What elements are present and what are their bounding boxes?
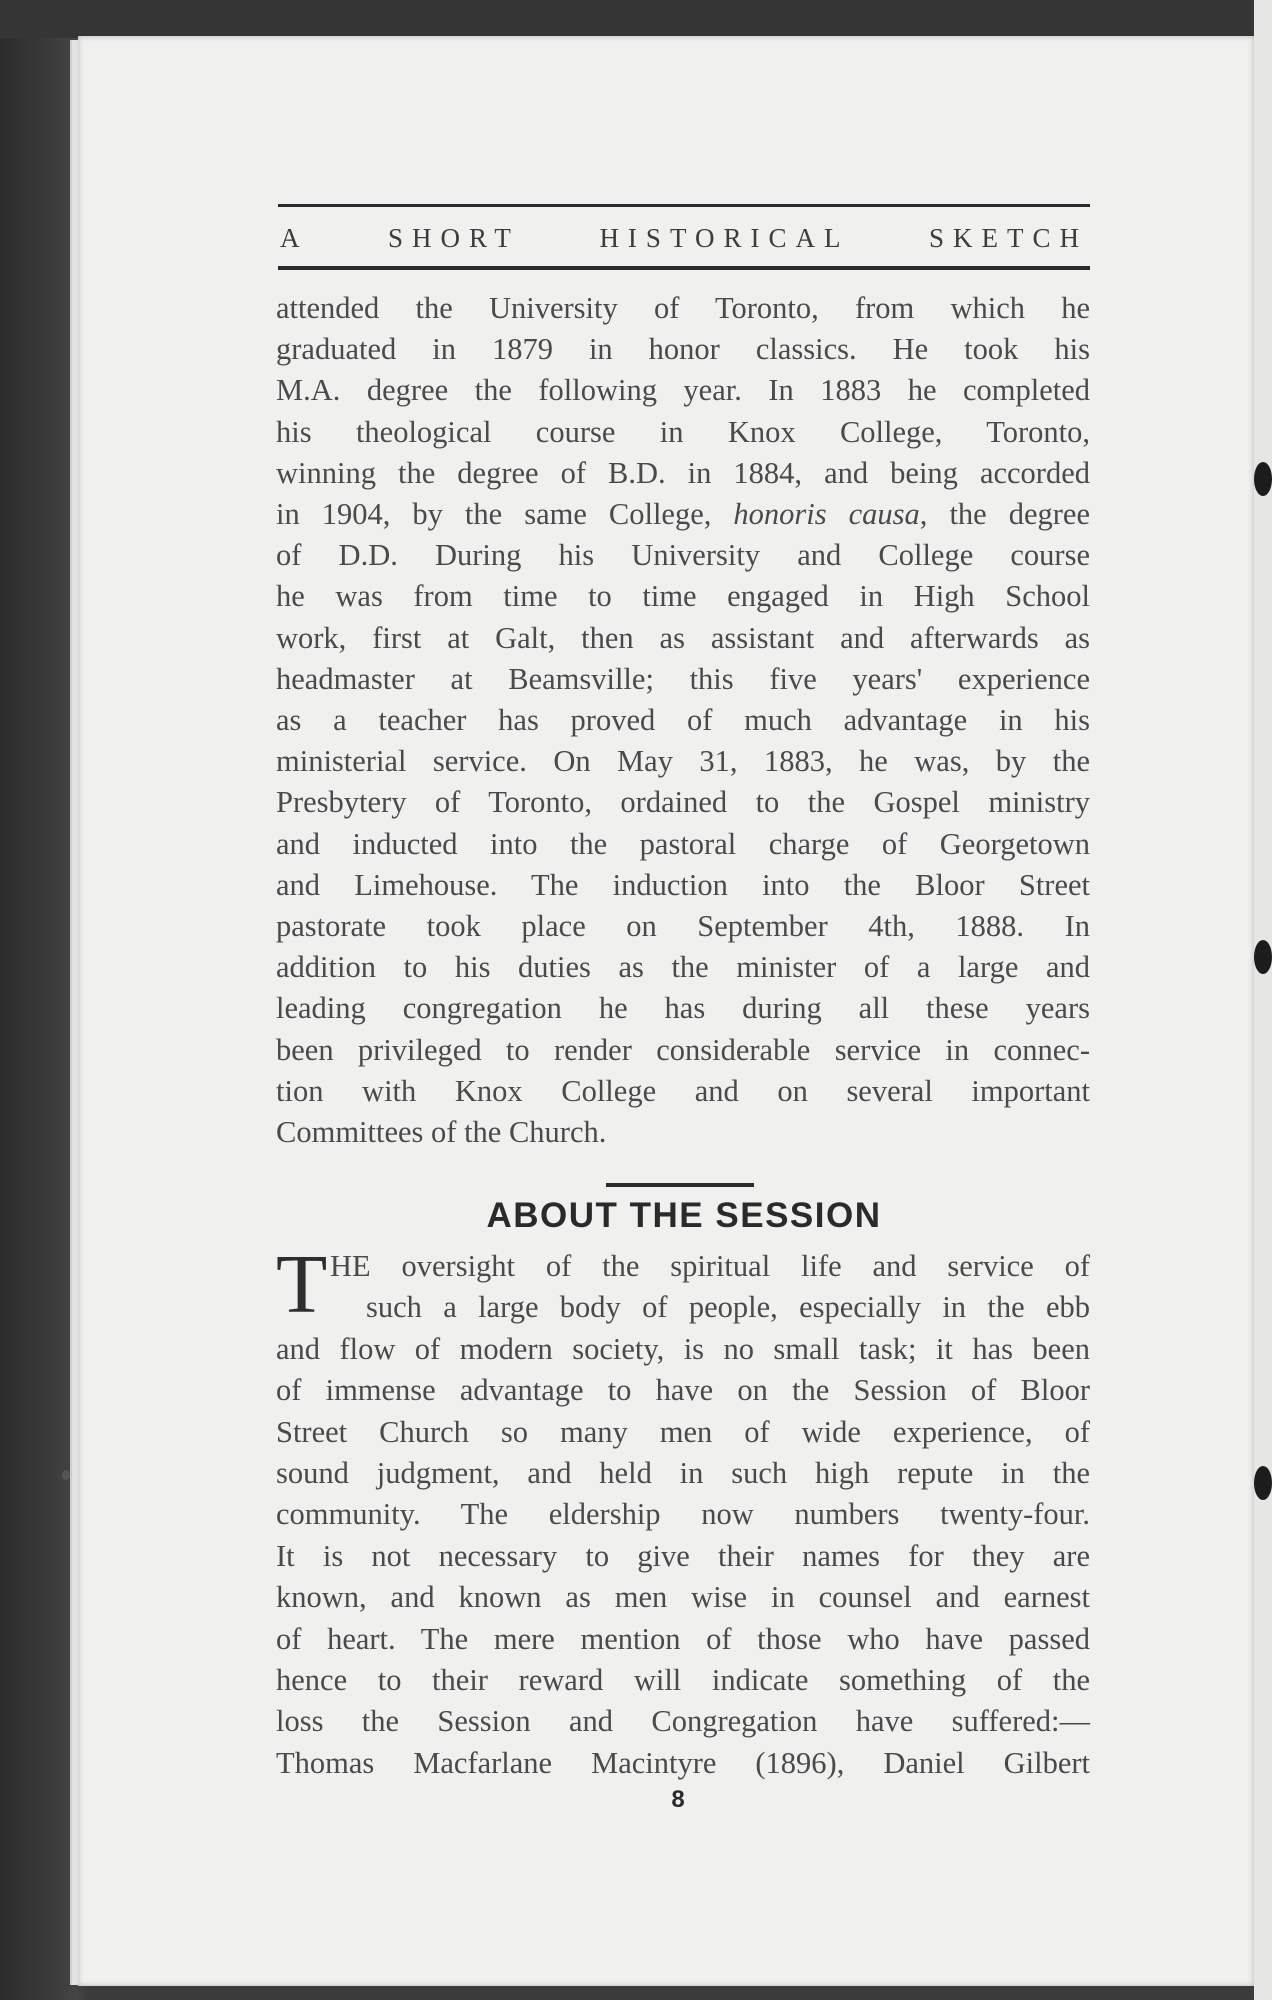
text-line: Committees of the Church. bbox=[276, 1115, 607, 1150]
text-line: Street Church so many men of wide experience, of bbox=[276, 1414, 1090, 1449]
text-line: attended the University of Toronto, from which he bbox=[276, 291, 1090, 325]
text-line bbox=[276, 494, 1090, 535]
text-line: work, first at Galt, then as assistant and afterwards as bbox=[276, 620, 1090, 655]
text-line: been privileged to render considerable service in connec- bbox=[276, 1032, 1090, 1067]
text-line: M.A. degree the following year. In 1883 he completed bbox=[276, 373, 1090, 408]
text-run: in 1904, by the same College, bbox=[276, 497, 712, 532]
text-line: and flow of modern society, is no small task; it has been bbox=[276, 1331, 1090, 1366]
text-line: graduated in 1879 in honor classics. He took his bbox=[276, 332, 1090, 367]
text-line: as a teacher has proved of much advantage in his bbox=[276, 703, 1090, 738]
text-line: community. The eldership now numbers twenty-four. bbox=[276, 1497, 1090, 1532]
binding-hole bbox=[1254, 940, 1272, 974]
text-line: of heart. The mere mention of those who have passed bbox=[276, 1621, 1090, 1656]
text-run: , the degree bbox=[919, 497, 1090, 532]
text-line: of D.D. During his University and College course bbox=[276, 538, 1090, 573]
text-line: such a large body of people, especially in the ebb bbox=[366, 1290, 1090, 1325]
drop-cap: T bbox=[276, 1238, 328, 1331]
text-line: tion with Knox College and on several important bbox=[276, 1073, 1090, 1108]
text-line: his theological course in Knox College, Toronto, bbox=[276, 414, 1090, 449]
running-head-word: HISTORICAL bbox=[599, 223, 850, 253]
scan-top-edge bbox=[0, 0, 1272, 38]
text-line: addition to his duties as the minister of a large and bbox=[276, 950, 1090, 985]
running-head-word: SHORT bbox=[388, 223, 520, 253]
text-line: It is not necessary to give their names for they are bbox=[276, 1538, 1090, 1573]
text-line: known, and known as men wise in counsel and earnest bbox=[276, 1580, 1090, 1615]
text-line: headmaster at Beamsville; this five years' experience bbox=[276, 661, 1090, 696]
text-line: leading congregation he has during all these years bbox=[276, 991, 1090, 1026]
running-head-word: A bbox=[280, 223, 309, 253]
binding-hole bbox=[1254, 1466, 1272, 1500]
text-line: he was from time to time engaged in High School bbox=[276, 579, 1090, 614]
text-line: winning the degree of B.D. in 1884, and being accorded bbox=[276, 455, 1090, 490]
text-line: pastorate took place on September 4th, 1888. In bbox=[276, 909, 1090, 944]
running-head-text bbox=[278, 207, 1090, 266]
section-divider bbox=[606, 1183, 754, 1187]
scan-speck bbox=[62, 1470, 70, 1480]
biography-paragraph bbox=[276, 288, 1090, 1153]
italic-phrase: honoris causa bbox=[733, 497, 920, 532]
text-line: of immense advantage to have on the Session of Bloor bbox=[276, 1373, 1090, 1408]
section-title: ABOUT THE SESSION bbox=[486, 1196, 882, 1235]
page-right-margin bbox=[1254, 0, 1272, 2000]
text-line: loss the Session and Congregation have suffered:— bbox=[276, 1704, 1090, 1739]
text-line: and Limehouse. The induction into the Bloor Street bbox=[276, 867, 1090, 902]
session-paragraph bbox=[276, 1238, 1090, 1784]
running-header bbox=[278, 204, 1090, 270]
text-line: Presbytery of Toronto, ordained to the Gospel ministry bbox=[276, 785, 1090, 820]
text-line: hence to their reward will indicate something of the bbox=[276, 1663, 1090, 1698]
text-line: Thomas Macfarlane Macintyre (1896), Daniel Gilbert bbox=[276, 1745, 1090, 1780]
running-head-word: SKETCH bbox=[928, 223, 1088, 253]
text-line: sound judgment, and held in such high repute in the bbox=[276, 1456, 1090, 1491]
binding-hole bbox=[1254, 462, 1272, 496]
text-line: and inducted into the pastoral charge of Georgetown bbox=[276, 826, 1090, 861]
text-line: HE oversight of the spiritual life and service of bbox=[330, 1249, 1090, 1283]
header-rule-bottom bbox=[278, 266, 1090, 270]
page-number: 8 bbox=[671, 1786, 685, 1813]
text-line: ministerial service. On May 31, 1883, he was, by the bbox=[276, 744, 1090, 779]
